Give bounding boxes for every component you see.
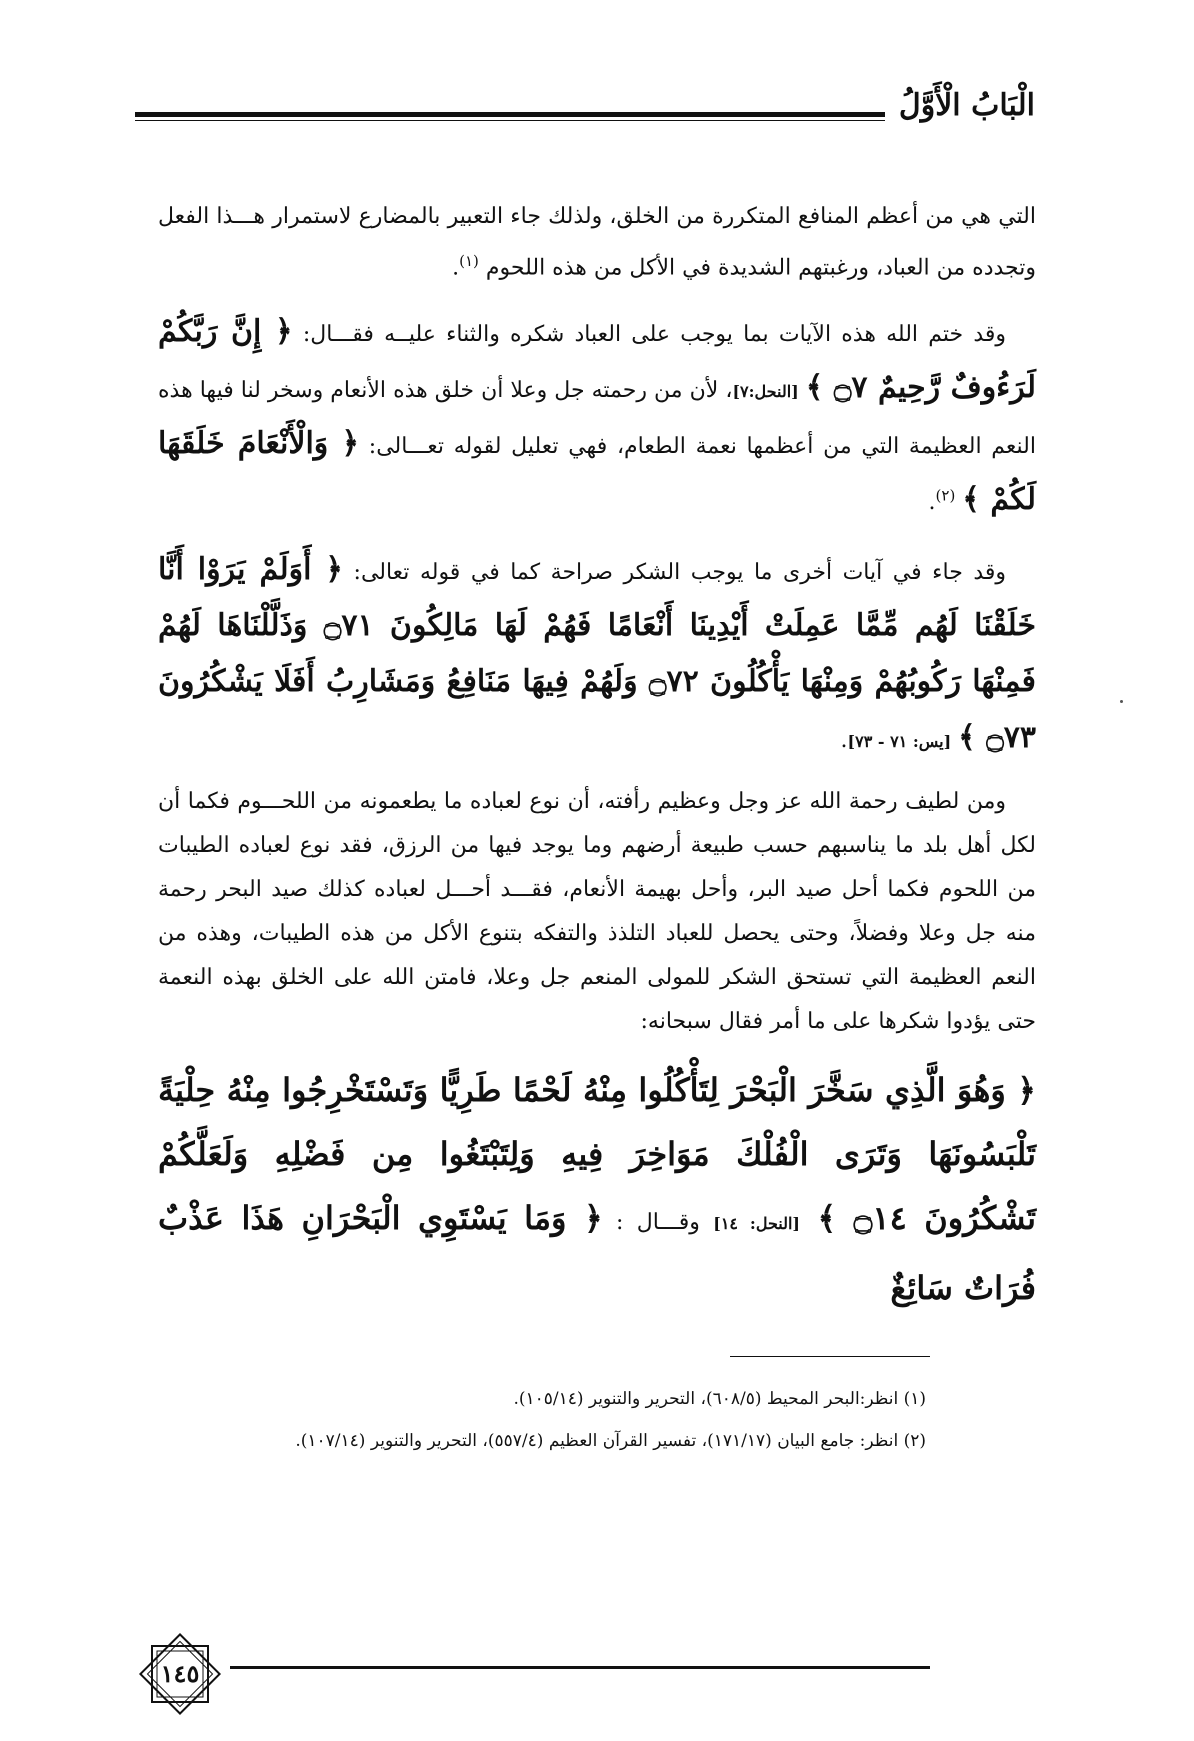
paragraph-3	[158, 542, 1036, 766]
paragraph-2-end: .	[928, 490, 936, 516]
page-body	[158, 195, 1036, 1334]
footnote-2: (٢) انظر: جامع البيان (١٧١/١٧)، تفسير القرآن العظيم (٥٥٧/٤)، التحرير والتنوير (١٠٧/١٤).	[295, 1431, 926, 1451]
paragraph-2	[158, 304, 1036, 528]
paragraph-5-connector: وقـــال :	[602, 1210, 714, 1236]
paragraph-4	[158, 780, 1036, 1044]
footnote-1: (١) انظر:البحر المحيط (٦٠٨/٥)، التحرير والتنوير (١٠٥/١٤).	[513, 1389, 926, 1409]
verse-reference-nahl-14: [النحل: ١٤]	[713, 1214, 800, 1234]
paragraph-3-end: .	[840, 728, 848, 754]
footnote-marker-2: (٢)	[935, 487, 956, 505]
paragraph-5	[158, 1058, 1036, 1320]
quran-verse-nahl-14: ﴿ وَهُوَ الَّذِي سَخَّرَ الْبَحْرَ لِتَأْكُلُوا مِنْهُ لَحْمًا طَرِيًّا وَتَسْتَخْرِجُوا مِنْهُ حِلْيَةً تَلْبَسُونَهَا وَتَرَى الْفُلْكَ مَوَاخِرَ فِيهِ وَلِتَبْتَغُوا مِن فَضْلِهِ وَلَعَلَّكُمْ تَشْكُرُونَ ۝١٤ ﴾	[158, 1071, 1036, 1238]
paragraph-1	[158, 195, 1036, 290]
page-number-badge	[132, 1626, 228, 1722]
paragraph-4-text: ومن لطيف رحمة الله عز وجل وعظيم رأفته، أن نوع لعباده ما يطعمونه من اللحـــوم فكما أن لكل أهل بلد ما يناسبهم حسب طبيعة أرضهم وما يوجد فيها من الرزق، فقد نوع لعباده الطيبات من اللحوم فكما أحل صيد البر، وأحل بهيمة الأنعام، فقـــد أحـــل لعباده كذلك صيد البحر رحمة منه جل وعلا وفضلاً، وحتى يحصل للعباد التلذذ والتفكه بتنوع الأكل من هذه الطيبات، وهذه من النعم العظيمة التي تستحق الشكر للمولى المنعم جل وعلا، فامتن الله على الخلق بهذه النعمة حتى يؤدوا شكرها على ما أمر فقال سبحانه:	[158, 789, 1036, 1035]
header-thin-rule	[135, 120, 885, 121]
quran-verse-yasin-71-73: ﴿ أَوَلَمْ يَرَوْا أَنَّا خَلَقْنَا لَهُم مِّمَّا عَمِلَتْ أَيْدِينَا أَنْعَامًا فَهُمْ لَهَا مَالِكُونَ ۝٧١ وَذَلَّلْنَاهَا لَهُمْ فَمِنْهَا رَكُوبُهُمْ وَمِنْهَا يَأْكُلُونَ ۝٧٢ وَلَهُمْ فِيهَا مَنَافِعُ وَمَشَارِبُ أَفَلَا يَشْكُرُونَ ۝٧٣ ﴾	[158, 552, 1036, 756]
quran-verse-anam: ﴿ وَالْأَنْعَامَ خَلَقَهَا لَكُمْ ﴾	[158, 426, 1036, 518]
footnote-marker-1: (١)	[459, 252, 479, 270]
chapter-title: الْبَابُ الْأَوَّلُ	[898, 88, 1035, 123]
paragraph-2-text-a: وقد ختم الله هذه الآيات بما يوجب على العباد شكره والثناء عليــه فقـــال:	[292, 322, 1007, 348]
footer-rule	[230, 1666, 930, 1669]
header-thick-rule	[135, 112, 885, 117]
paragraph-1-end: .	[452, 255, 460, 281]
verse-reference-nahl-7: [النحل:٧]	[732, 382, 799, 402]
footnotes	[166, 1378, 926, 1462]
paragraph-2-text-b: ، لأن من رحمته جل وعلا أن خلق هذه الأنعام وسخر لنا فيها هذه النعم العظيمة التي من أعظمها نعمة الطعام، فهي تعليل لقوله تعـــالى:	[158, 378, 1036, 460]
running-header	[135, 88, 1035, 128]
paragraph-1-text: التي هي من أعظم المنافع المتكررة من الخلق، ولذلك جاء التعبير بالمضارع لاستمرار هـــذا الفعل وتجدده من العباد، ورغبتهم الشديدة في الأكل من هذه اللحوم	[158, 204, 1036, 281]
paragraph-3-text: وقد جاء في آيات أخرى ما يوجب الشكر صراحة كما في قوله تعالى:	[343, 560, 1007, 586]
quran-verse-fatir: ﴿ وَمَا يَسْتَوِي الْبَحْرَانِ هَذَا عَذْبٌ فُرَاتٌ سَائِغٌ	[158, 1199, 1036, 1308]
page-number: ١٤٥	[160, 1659, 200, 1688]
verse-reference-yasin: [يس: ٧١ - ٧٣]	[847, 732, 952, 752]
scan-speck	[1120, 700, 1123, 703]
footnote-separator	[730, 1356, 930, 1357]
quran-verse-nahl-7: ﴿ إِنَّ رَبَّكُمْ لَرَءُوفٌ رَّحِيمٌ ۝٧ ﴾	[158, 314, 1036, 406]
